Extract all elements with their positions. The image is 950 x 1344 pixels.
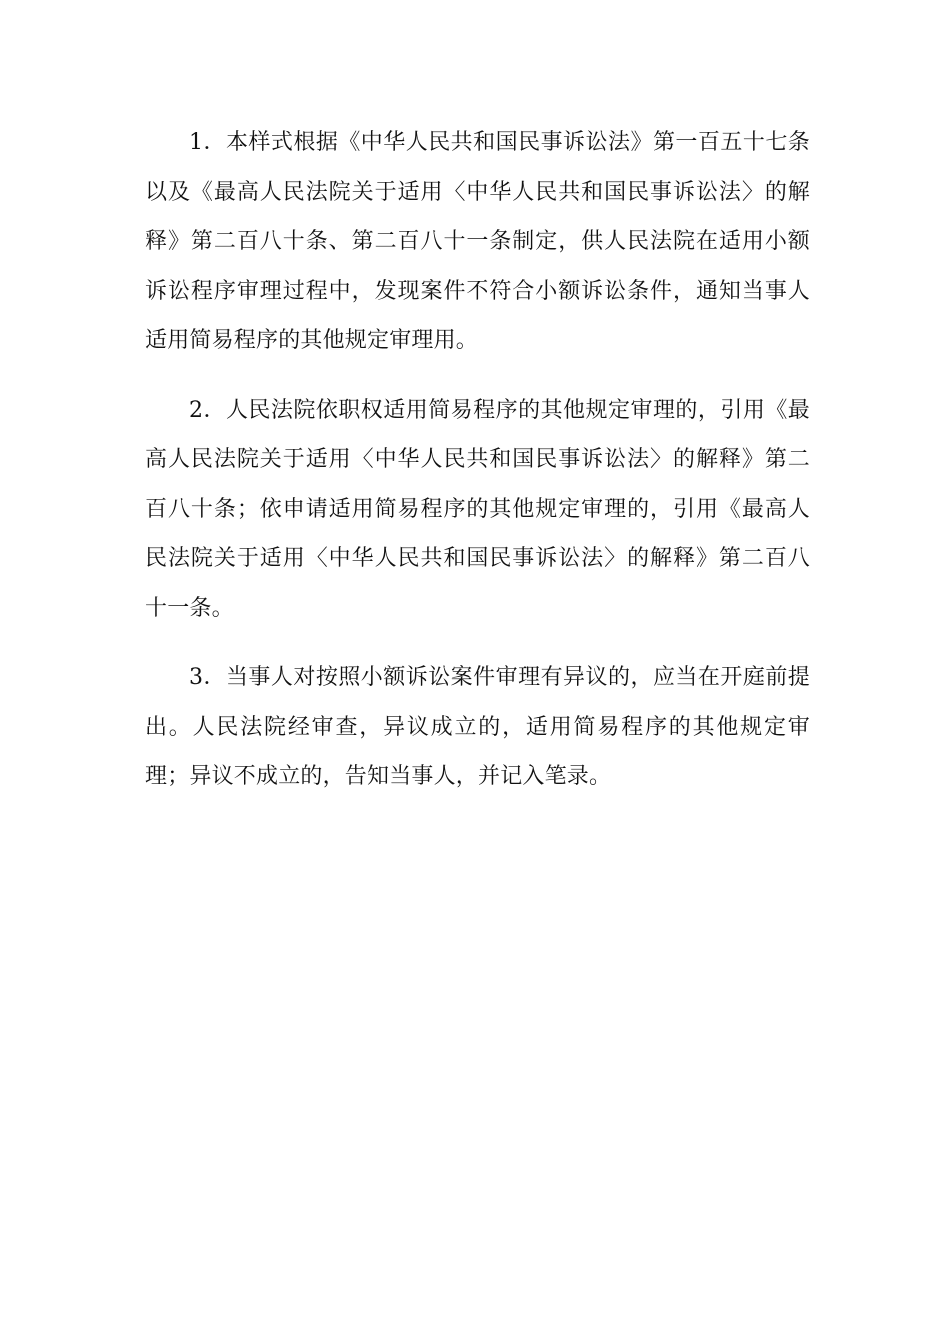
note-paragraph-2: 2．人民法院依职权适用简易程序的其他规定审理的，引用《最高人民法院关于适用〈中华人民共和国民事诉讼法〉的解释》第二百八十条；依申请适用简易程序的其他规定审理的，引用《最高人民法院关于适用〈中华人民共和国民事诉讼法〉的解释》第二百八十一条。 [145, 397, 810, 621]
document-body [145, 118, 810, 802]
note-paragraph-1: 1．本样式根据《中华人民共和国民事诉讼法》第一百五十七条以及《最高人民法院关于适用〈中华人民共和国民事诉讼法〉的解释》第二百八十条、第二百八十一条制定，供人民法院在适用小额诉讼程序审理过程中，发现案件不符合小额诉讼条件，通知当事人适用简易程序的其他规定审理用。 [145, 130, 810, 353]
note-paragraph-3: 3．当事人对按照小额诉讼案件审理有异议的，应当在开庭前提出。人民法院经审查，异议成立的，适用简易程序的其他规定审理；异议不成立的，告知当事人，并记入笔录。 [145, 665, 810, 789]
